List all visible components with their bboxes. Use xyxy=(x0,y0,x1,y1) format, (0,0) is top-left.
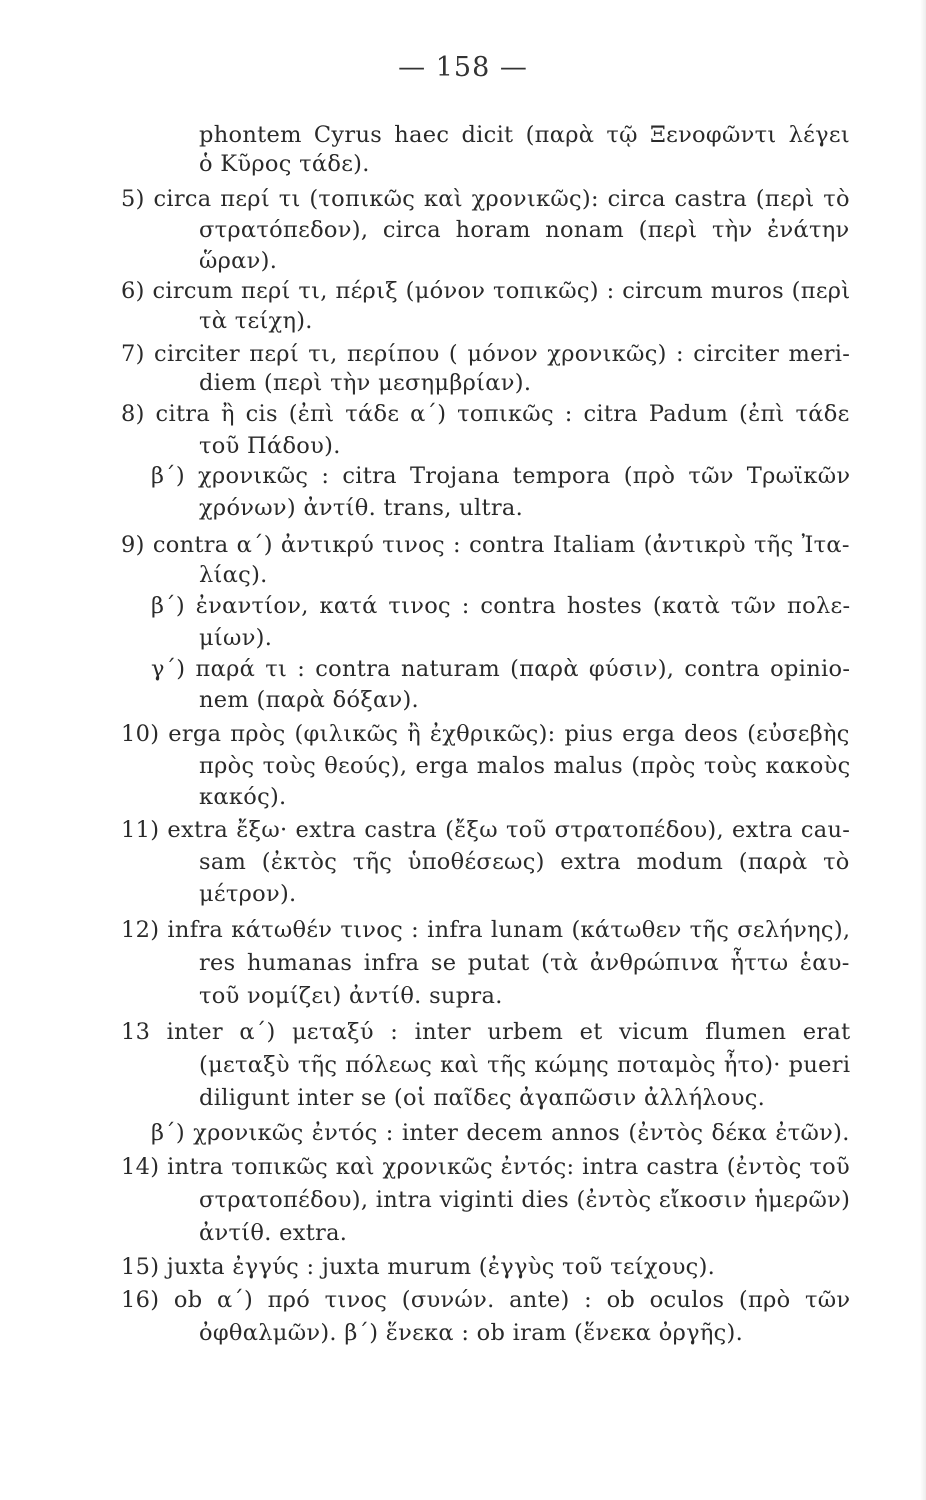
text-line: diem (περὶ τὴν μεσημβρίαν). xyxy=(199,370,532,396)
text-line: 13 inter α΄) μεταξύ : inter urbem et vicum flumen erat xyxy=(121,1019,851,1045)
text-line: 9) contra α΄) ἀντικρύ τινος : contra Italiam (ἀντικρὺ τῆς Ἰτα- xyxy=(121,532,850,558)
text-line: χρόνων) ἀντίθ. trans, ultra. xyxy=(199,495,524,521)
text-line: (μεταξὺ τῆς πόλεως καὶ τῆς κώμης ποταμὸς ἦτο)· pueri xyxy=(199,1052,851,1078)
text-line: λίας). xyxy=(199,562,268,588)
text-line: στρατόπεδον), circa horam nonam (περὶ τὴν ἐνάτην xyxy=(199,217,850,243)
text-line: 12) infra κάτωθέν τινος : infra lunam (κάτωθεν τῆς σελήνης), xyxy=(121,917,851,943)
text-line: 10) erga πρὸς (φιλικῶς ἢ ἐχθρικῶς): pius erga deos (εὐσεβὴς xyxy=(121,721,850,747)
page-edge-shadow xyxy=(920,0,926,1500)
text-line: τὰ τείχη). xyxy=(199,308,313,334)
text-line: ὥραν). xyxy=(199,248,278,274)
text-line: β΄) ἐναντίον, κατά τινος : contra hostes (κατὰ τῶν πολε- xyxy=(151,593,851,619)
text-line: 7) circiter περί τι, περίπου ( μόνον χρονικῶς) : circiter meri- xyxy=(121,341,851,367)
text-line: τοῦ νομίζει) ἀντίθ. supra. xyxy=(199,983,503,1009)
text-line: sam (ἐκτὸς τῆς ὑποθέσεως) extra modum (παρὰ τὸ xyxy=(199,849,850,875)
text-line: diligunt inter se (οἱ παῖδες ἀγαπῶσιν ἀλλήλους. xyxy=(199,1085,766,1111)
text-line: 16) ob α΄) πρό τινος (συνών. ante) : ob oculos (πρὸ τῶν xyxy=(121,1287,851,1313)
text-line: res humanas infra se putat (τὰ ἀνθρώπινα ἧττω ἑαυ- xyxy=(199,950,850,976)
page-number: — 158 — xyxy=(398,52,528,83)
text-line: μέτρον). xyxy=(199,881,297,907)
text-line: πρὸς τοὺς θεούς), erga malos malus (πρὸς τοὺς κακοὺς xyxy=(199,753,851,779)
text-line: τοῦ Πάδου). xyxy=(199,433,341,459)
text-line: β΄) χρονικῶς ἐντός : inter decem annos (ἐντὸς δέκα ἐτῶν). xyxy=(151,1120,850,1146)
text-line: 6) circum περί τι, πέριξ (μόνον τοπικῶς) : circum muros (περὶ xyxy=(121,278,851,304)
text-line: 8) citra ἢ cis (ἐπὶ τάδε α΄) τοπικῶς : citra Padum (ἐπὶ τάδε xyxy=(121,401,850,427)
text-line: 5) circa περί τι (τοπικῶς καὶ χρονικῶς): circa castra (περὶ τὸ xyxy=(121,186,850,212)
text-line: phontem Cyrus haec dicit (παρὰ τῷ Ξενοφῶντι λέγει xyxy=(199,122,850,148)
text-line: ἀντίθ. extra. xyxy=(199,1220,348,1246)
text-line: στρατοπέδου), intra viginti dies (ἐντὸς εἴκοσιν ἡμερῶν) xyxy=(199,1187,851,1213)
text-line: ὀφθαλμῶν). β΄) ἕνεκα : ob iram (ἕνεκα ὀργῆς). xyxy=(199,1320,744,1346)
text-line: γ΄) παρά τι : contra naturam (παρὰ φύσιν), contra opinio- xyxy=(151,656,851,682)
text-line: nem (παρὰ δόξαν). xyxy=(199,687,420,713)
text-line: 11) extra ἔξω· extra castra (ἔξω τοῦ στρατοπέδου), extra cau- xyxy=(121,817,851,843)
text-line: β΄) χρονικῶς : citra Trojana tempora (πρὸ τῶν Τρωϊκῶν xyxy=(151,463,851,489)
text-line: 15) juxta ἐγγύς : juxta murum (ἐγγὺς τοῦ τείχους). xyxy=(121,1254,716,1280)
text-line: κακός). xyxy=(199,784,287,810)
text-line: 14) intra τοπικῶς καὶ χρονικῶς ἐντός: intra castra (ἐντὸς τοῦ xyxy=(121,1154,850,1180)
text-line: μίων). xyxy=(199,625,273,651)
text-line: ὁ Κῦρος τάδε). xyxy=(199,151,370,177)
